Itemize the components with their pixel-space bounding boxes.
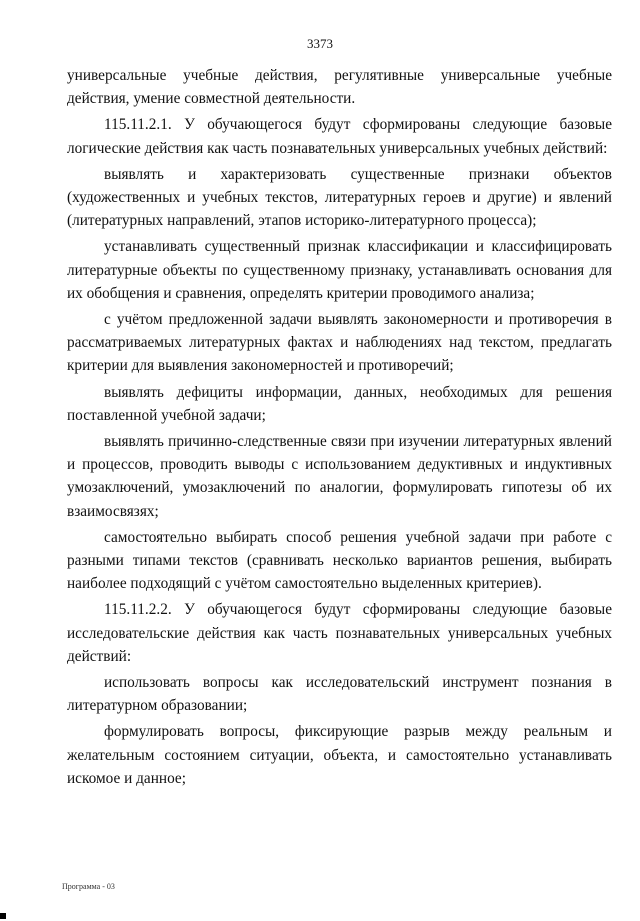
scan-corner-mark <box>0 913 6 919</box>
paragraph-identify-features: выявлять и характеризовать существенные признаки объектов (художественных и учебных текстов, литературных героев и другие) и явлений (литературных направлений, этапов историко-литературного процесса); <box>67 165 612 230</box>
paragraph-section-115-11-2-1: 115.11.2.1. У обучающегося будут сформированы следующие базовые логические действия как часть познавательных универсальных учебных действий: <box>67 116 612 157</box>
paragraph-information-deficits: выявлять дефициты информации, данных, необходимых для решения поставленной учебной задачи; <box>67 383 612 424</box>
document-body <box>67 64 612 790</box>
paragraph-formulate-questions: формулировать вопросы, фиксирующие разрыв между реальным и желательным состоянием ситуации, объекта, и самостоятельно устанавливать искомое и данное; <box>67 723 612 787</box>
paragraph-classification: устанавливать существенный признак классификации и классифицировать литературные объекты по существенному признаку, устанавливать основания для их обобщения и сравнения, определять критерии проводимого анализа; <box>67 238 612 302</box>
footer-label: Программа - 03 <box>62 882 115 891</box>
paragraph-patterns: с учётом предложенной задачи выявлять закономерности и противоречия в рассматриваемых литературных фактах и наблюдениях над текстом, предлагать критерии для выявления закономерностей и противоречий; <box>67 311 612 375</box>
paragraph-intro-continuation: универсальные учебные действия, регулятивные универсальные учебные действия, умение совместной деятельности. <box>67 67 612 108</box>
paragraph-use-questions: использовать вопросы как исследовательский инструмент познания в литературном образовании; <box>67 674 612 715</box>
paragraph-choose-method: самостоятельно выбирать способ решения учебной задачи при работе с разными типами текстов (сравнивать несколько вариантов решения, выбирать наиболее подходящий с учётом самостоятельно выделенных критериев). <box>67 528 612 593</box>
paragraph-causal-links: выявлять причинно-следственные связи при изучении литературных явлений и процессов, проводить выводы с использованием дедуктивных и индуктивных умозаключений, умозаключений по аналогии, формулировать гипотезы об их взаимосвязях; <box>67 433 612 520</box>
paragraph-section-115-11-2-2: 115.11.2.2. У обучающегося будут сформированы следующие базовые исследовательские действия как часть познавательных универсальных учебных действий: <box>67 601 612 665</box>
page-number: 3373 <box>307 36 333 51</box>
